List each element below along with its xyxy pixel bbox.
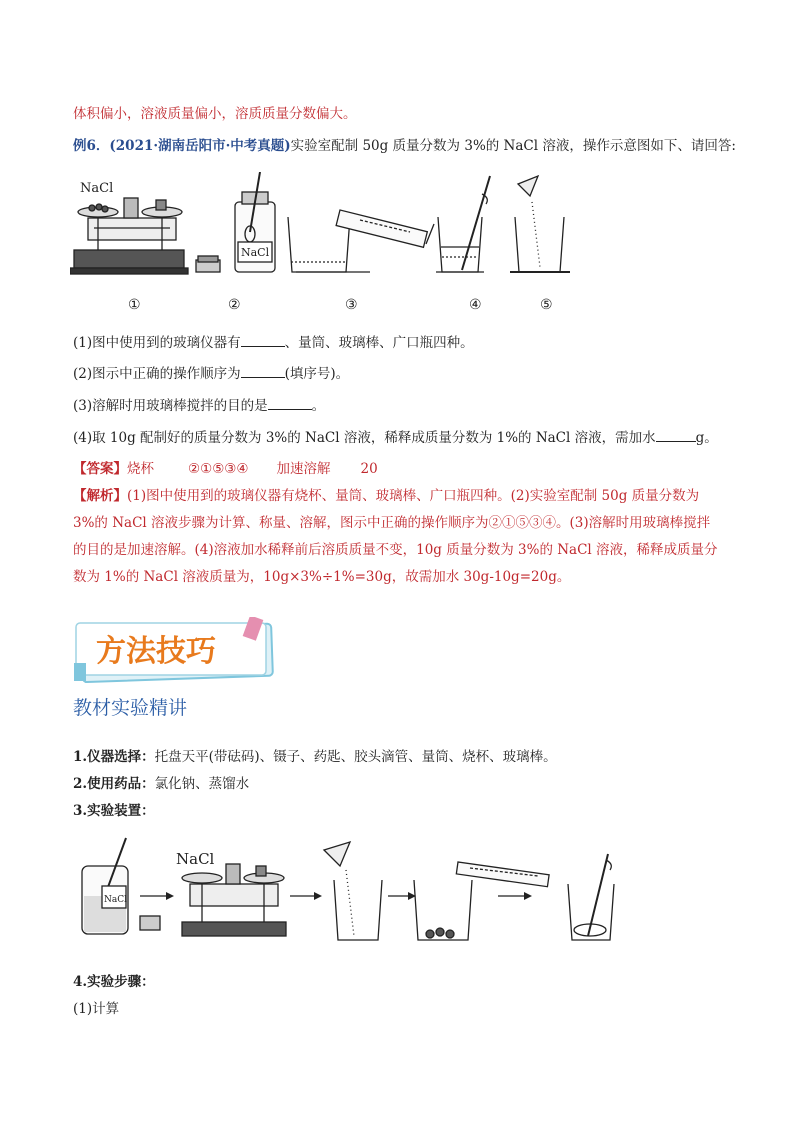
analysis-text: (1)图中使用到的玻璃仪器有烧杯、量筒、玻璃棒、广口瓶四种。(2)实验室配制 50g 质量分数为 3%的 NaCl 溶液步骤为计算、称量、溶解，图示中正确的操作顺序为②①⑤③④。(3)溶解时用玻璃棒搅拌的目的是加速溶解。(4)溶液加水稀释前后溶质质量不变，10g 质量分数为 3%的 NaCl 溶液，稀释成质量分数为 1%的 NaCl 溶液质量为，10g×3%÷1%=30g，故需加水 30g-10g=20g。 bbox=[73, 488, 718, 585]
question-4-suffix: g。 bbox=[695, 430, 718, 446]
item-2 bbox=[73, 772, 249, 792]
arrow-2 bbox=[290, 892, 322, 900]
question-4 bbox=[73, 426, 718, 446]
method-banner bbox=[74, 617, 284, 687]
jar-drawing bbox=[196, 172, 275, 272]
answer-4: 20 bbox=[360, 461, 378, 477]
item-3-label: 3.实验装置： bbox=[73, 803, 155, 819]
pouring-drawing bbox=[288, 210, 434, 272]
nacl-label-2: NaCl bbox=[241, 246, 270, 259]
example-question: 实验室配制 50g 质量分数为 3%的 NaCl 溶液，操作示意图如下、请回答: bbox=[290, 138, 736, 154]
item-1-text: 托盘天平(带砝码)、镊子、药匙、胶头滴管、量筒、烧杯、玻璃棒。 bbox=[154, 749, 557, 765]
arrow-3 bbox=[388, 892, 416, 900]
fig2-nacl-label-2: NaCl bbox=[176, 850, 215, 868]
question-1-prefix: (1)图中使用到的玻璃仪器有 bbox=[73, 335, 241, 351]
fig2-nacl-label-1: NaCl bbox=[104, 895, 128, 905]
section-title: 教材实验精讲 bbox=[73, 697, 188, 719]
item-3 bbox=[73, 799, 155, 819]
item-4-sub: (1)计算 bbox=[73, 1001, 120, 1017]
question-2-suffix: (填序号)。 bbox=[284, 366, 350, 382]
answer-3: 加速溶解 bbox=[276, 461, 331, 477]
question-3 bbox=[73, 394, 325, 414]
question-4-prefix: (4)取 10g 配制好的质量分数为 3%的 NaCl 溶液，稀释成质量分数为 1%的 NaCl 溶液，需加水 bbox=[73, 430, 656, 446]
adding-solid-drawing bbox=[510, 176, 570, 272]
step-label-5: ⑤ bbox=[540, 297, 553, 313]
question-3-suffix: 。 bbox=[311, 398, 326, 414]
experiment-figure-1 bbox=[70, 172, 580, 282]
item-2-text: 氯化钠、蒸馏水 bbox=[154, 776, 250, 792]
question-1 bbox=[73, 331, 474, 351]
answer-2: ②①⑤③④ bbox=[188, 461, 249, 477]
item-1 bbox=[73, 745, 557, 765]
banner-text: 方法技巧 bbox=[96, 634, 216, 669]
item-2-label: 2.使用药品： bbox=[73, 776, 155, 792]
question-3-prefix: (3)溶解时用玻璃棒搅拌的目的是 bbox=[73, 398, 268, 414]
item-1-label: 1.仪器选择： bbox=[73, 749, 155, 765]
nacl-label-1: NaCl bbox=[80, 181, 114, 196]
answer-line bbox=[73, 457, 378, 477]
answer-blank-1[interactable] bbox=[241, 334, 285, 347]
stirring-drawing-2 bbox=[568, 854, 614, 940]
arrow-1 bbox=[140, 892, 174, 900]
answer-blank-3[interactable] bbox=[268, 397, 312, 410]
question-2 bbox=[73, 362, 349, 382]
adding-solid-drawing-2 bbox=[324, 842, 382, 940]
balance-drawing bbox=[70, 181, 188, 274]
example-source: (2021·湖南岳阳市·中考真题) bbox=[109, 138, 291, 154]
example-heading bbox=[73, 134, 736, 154]
jar-drawing-2 bbox=[82, 838, 160, 934]
step-label-1: ① bbox=[128, 297, 141, 313]
stirring-drawing bbox=[436, 176, 490, 272]
item-4-label: 4.实验步骤： bbox=[73, 974, 155, 990]
answer-blank-2[interactable] bbox=[241, 365, 285, 378]
answer-blank-4[interactable] bbox=[656, 429, 696, 442]
intro-line: 体积偏小，溶液质量偏小，溶质质量分数偏大。 bbox=[73, 106, 357, 122]
analysis-label: 【解析】 bbox=[73, 488, 127, 504]
analysis-paragraph bbox=[73, 483, 721, 591]
question-2-prefix: (2)图示中正确的操作顺序为 bbox=[73, 366, 241, 382]
step-label-2: ② bbox=[228, 297, 241, 313]
question-1-suffix: 、量筒、玻璃棒、广口瓶四种。 bbox=[284, 335, 474, 351]
item-4 bbox=[73, 970, 155, 990]
pouring-drawing-2 bbox=[414, 862, 549, 940]
example-label: 例6． bbox=[73, 138, 110, 154]
answer-1: 烧杯 bbox=[127, 461, 154, 477]
arrow-4 bbox=[498, 892, 532, 900]
experiment-figure-2 bbox=[78, 836, 638, 948]
step-label-4: ④ bbox=[469, 297, 482, 313]
answer-label: 【答案】 bbox=[73, 461, 127, 477]
step-label-3: ③ bbox=[345, 297, 358, 313]
balance-drawing-2 bbox=[176, 850, 286, 936]
